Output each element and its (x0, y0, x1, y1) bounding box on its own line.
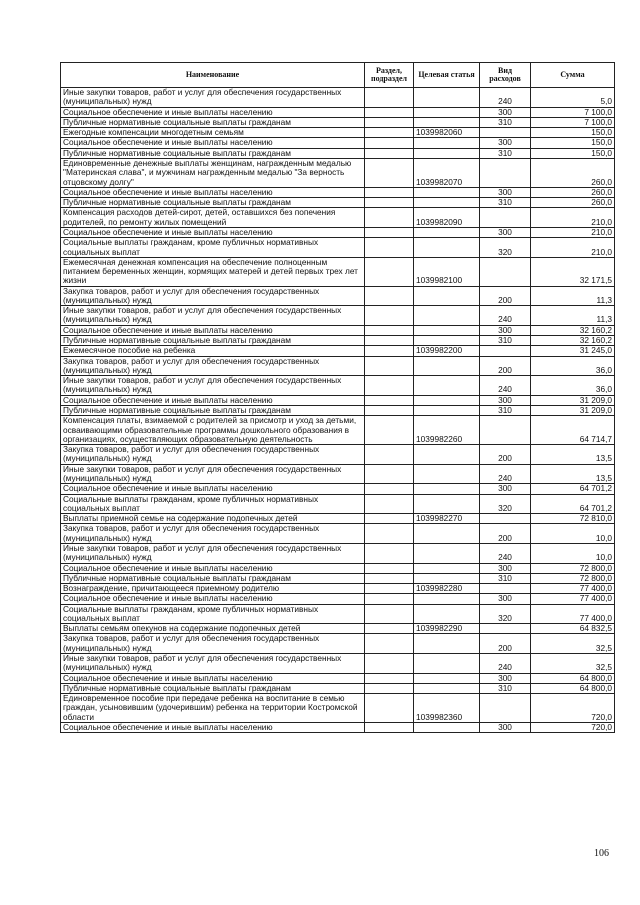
cell-sum: 210,0 (531, 227, 615, 237)
table-row (61, 88, 615, 108)
cell-expense (480, 257, 531, 286)
cell-name: Социальное обеспечение и иные выплаты населению (61, 107, 365, 117)
cell-sum: 36,0 (531, 356, 615, 376)
cell-target (414, 238, 480, 258)
cell-section (365, 584, 414, 594)
cell-name: Публичные нормативные социальные выплаты гражданам (61, 683, 365, 693)
table-row (61, 543, 615, 563)
cell-section (365, 524, 414, 544)
cell-target (414, 187, 480, 197)
cell-expense: 240 (480, 376, 531, 396)
table-row (61, 594, 615, 604)
cell-sum: 64 701,2 (531, 484, 615, 494)
cell-name: Социальное обеспечение и иные выплаты населению (61, 227, 365, 237)
table-row (61, 325, 615, 335)
cell-target: 1039982270 (414, 514, 480, 524)
table-row (61, 484, 615, 494)
cell-target (414, 723, 480, 733)
cell-expense: 300 (480, 395, 531, 405)
cell-name: Иные закупки товаров, работ и услуг для обеспечения государственных (муниципальных) нужд (61, 376, 365, 396)
cell-name: Ежемесячное пособие на ребенка (61, 346, 365, 356)
cell-sum: 150,0 (531, 128, 615, 138)
cell-section (365, 227, 414, 237)
cell-target (414, 673, 480, 683)
cell-target (414, 654, 480, 674)
cell-target (414, 148, 480, 158)
cell-section (365, 406, 414, 416)
table-header-row (61, 63, 615, 88)
table-row (61, 494, 615, 514)
cell-name: Публичные нормативные социальные выплаты гражданам (61, 198, 365, 208)
table-row (61, 148, 615, 158)
cell-name: Иные закупки товаров, работ и услуг для обеспечения государственных (муниципальных) нужд (61, 654, 365, 674)
cell-name: Выплаты семьям опекунов на содержание подопечных детей (61, 624, 365, 634)
cell-sum: 32 160,2 (531, 325, 615, 335)
table-row (61, 694, 615, 723)
cell-expense (480, 694, 531, 723)
cell-sum: 64 800,0 (531, 683, 615, 693)
cell-sum: 77 400,0 (531, 584, 615, 594)
cell-sum: 210,0 (531, 208, 615, 228)
cell-section (365, 464, 414, 484)
cell-target: 1039982200 (414, 346, 480, 356)
cell-target (414, 227, 480, 237)
cell-expense (480, 128, 531, 138)
cell-expense: 310 (480, 336, 531, 346)
table-row (61, 464, 615, 484)
cell-sum: 32 171,5 (531, 257, 615, 286)
cell-target: 1039982290 (414, 624, 480, 634)
cell-sum: 10,0 (531, 543, 615, 563)
page-number: 106 (594, 848, 609, 859)
table-row (61, 416, 615, 445)
cell-section (365, 416, 414, 445)
table-row (61, 356, 615, 376)
cell-section (365, 306, 414, 326)
cell-sum: 77 400,0 (531, 594, 615, 604)
cell-expense: 300 (480, 563, 531, 573)
cell-name: Социальные выплаты гражданам, кроме публичных нормативных социальных выплат (61, 494, 365, 514)
cell-name: Социальное обеспечение и иные выплаты населению (61, 395, 365, 405)
cell-section (365, 128, 414, 138)
table-row (61, 514, 615, 524)
table-row (61, 107, 615, 117)
cell-name: Закупка товаров, работ и услуг для обеспечения государственных (муниципальных) нужд (61, 286, 365, 306)
cell-section (365, 107, 414, 117)
cell-target (414, 88, 480, 108)
table-row (61, 563, 615, 573)
cell-expense: 310 (480, 683, 531, 693)
cell-target (414, 543, 480, 563)
cell-expense: 240 (480, 464, 531, 484)
cell-section (365, 346, 414, 356)
cell-name: Закупка товаров, работ и услуг для обеспечения государственных (муниципальных) нужд (61, 356, 365, 376)
cell-sum: 260,0 (531, 187, 615, 197)
table-row (61, 208, 615, 228)
cell-name: Иные закупки товаров, работ и услуг для обеспечения государственных (муниципальных) нужд (61, 88, 365, 108)
table-row (61, 624, 615, 634)
table-row (61, 604, 615, 624)
cell-expense: 310 (480, 406, 531, 416)
cell-name: Закупка товаров, работ и услуг для обеспечения государственных (муниципальных) нужд (61, 634, 365, 654)
cell-target: 1039982280 (414, 584, 480, 594)
cell-section (365, 286, 414, 306)
cell-sum: 260,0 (531, 158, 615, 187)
cell-section (365, 395, 414, 405)
table-row (61, 406, 615, 416)
table-row (61, 238, 615, 258)
cell-name: Социальное обеспечение и иные выплаты населению (61, 138, 365, 148)
cell-section (365, 336, 414, 346)
table-row (61, 346, 615, 356)
cell-target (414, 494, 480, 514)
table-row (61, 306, 615, 326)
cell-name: Вознаграждение, причитающееся приемному родителю (61, 584, 365, 594)
cell-sum: 32,5 (531, 654, 615, 674)
cell-target: 1039982060 (414, 128, 480, 138)
cell-expense: 300 (480, 723, 531, 733)
cell-section (365, 494, 414, 514)
cell-expense: 200 (480, 445, 531, 465)
cell-expense: 310 (480, 198, 531, 208)
cell-expense (480, 416, 531, 445)
cell-target (414, 117, 480, 127)
table-row (61, 723, 615, 733)
cell-sum: 72 800,0 (531, 573, 615, 583)
cell-sum: 260,0 (531, 198, 615, 208)
cell-sum: 64 832,5 (531, 624, 615, 634)
cell-sum: 77 400,0 (531, 604, 615, 624)
cell-target: 1039982360 (414, 694, 480, 723)
cell-expense (480, 158, 531, 187)
cell-name: Закупка товаров, работ и услуг для обеспечения государственных (муниципальных) нужд (61, 524, 365, 544)
cell-target (414, 336, 480, 346)
table-row (61, 673, 615, 683)
cell-expense: 200 (480, 524, 531, 544)
cell-expense: 300 (480, 107, 531, 117)
cell-sum: 7 100,0 (531, 117, 615, 127)
cell-expense (480, 584, 531, 594)
table-row (61, 336, 615, 346)
cell-sum: 720,0 (531, 694, 615, 723)
cell-target (414, 604, 480, 624)
table-row (61, 158, 615, 187)
table-body (61, 88, 615, 733)
cell-target (414, 634, 480, 654)
cell-target (414, 376, 480, 396)
cell-target (414, 683, 480, 693)
cell-sum: 32 160,2 (531, 336, 615, 346)
cell-section (365, 356, 414, 376)
cell-section (365, 673, 414, 683)
cell-section (365, 624, 414, 634)
cell-section (365, 88, 414, 108)
table-row (61, 286, 615, 306)
cell-name: Иные закупки товаров, работ и услуг для обеспечения государственных (муниципальных) нужд (61, 464, 365, 484)
cell-expense: 200 (480, 286, 531, 306)
cell-expense: 310 (480, 148, 531, 158)
cell-sum: 32,5 (531, 634, 615, 654)
table-row (61, 138, 615, 148)
cell-section (365, 723, 414, 733)
cell-expense: 200 (480, 634, 531, 654)
cell-expense: 320 (480, 604, 531, 624)
cell-name: Иные закупки товаров, работ и услуг для обеспечения государственных (муниципальных) нужд (61, 543, 365, 563)
cell-sum: 64 701,2 (531, 494, 615, 514)
cell-expense: 300 (480, 484, 531, 494)
cell-target: 1039982260 (414, 416, 480, 445)
table-row (61, 376, 615, 396)
table-row (61, 257, 615, 286)
cell-name: Иные закупки товаров, работ и услуг для обеспечения государственных (муниципальных) нужд (61, 306, 365, 326)
table-row (61, 187, 615, 197)
cell-sum: 720,0 (531, 723, 615, 733)
cell-section (365, 198, 414, 208)
cell-target (414, 445, 480, 465)
cell-sum: 31 209,0 (531, 395, 615, 405)
cell-section (365, 325, 414, 335)
cell-name: Социальное обеспечение и иные выплаты населению (61, 484, 365, 494)
cell-target (414, 594, 480, 604)
cell-expense: 240 (480, 654, 531, 674)
cell-sum: 5,0 (531, 88, 615, 108)
cell-sum: 11,3 (531, 306, 615, 326)
cell-sum: 72 800,0 (531, 563, 615, 573)
cell-name: Социальное обеспечение и иные выплаты населению (61, 673, 365, 683)
cell-name: Социальные выплаты гражданам, кроме публичных нормативных социальных выплат (61, 604, 365, 624)
cell-target (414, 573, 480, 583)
cell-target (414, 395, 480, 405)
table-row (61, 117, 615, 127)
cell-name: Социальное обеспечение и иные выплаты населению (61, 325, 365, 335)
cell-expense: 300 (480, 325, 531, 335)
header-expense: Вид расходов (480, 63, 531, 88)
cell-sum: 72 810,0 (531, 514, 615, 524)
cell-section (365, 573, 414, 583)
table-row (61, 227, 615, 237)
cell-name: Выплаты приемной семье на содержание подопечных детей (61, 514, 365, 524)
cell-section (365, 654, 414, 674)
cell-target (414, 107, 480, 117)
table-row (61, 634, 615, 654)
cell-section (365, 445, 414, 465)
cell-name: Единовременное пособие при передаче ребенка на воспитание в семью граждан, усыновившим (удочерившим) ребенка на территории Костромской области (61, 694, 365, 723)
cell-expense: 300 (480, 227, 531, 237)
cell-expense: 310 (480, 117, 531, 127)
cell-target (414, 524, 480, 544)
cell-name: Публичные нормативные социальные выплаты гражданам (61, 117, 365, 127)
cell-section (365, 208, 414, 228)
cell-expense: 320 (480, 238, 531, 258)
cell-name: Социальное обеспечение и иные выплаты населению (61, 723, 365, 733)
cell-name: Компенсация расходов детей-сирот, детей, оставшихся без попечения родителей, по ремонту жилых помещений (61, 208, 365, 228)
cell-target (414, 138, 480, 148)
cell-section (365, 138, 414, 148)
cell-target (414, 563, 480, 573)
cell-section (365, 604, 414, 624)
cell-name: Публичные нормативные социальные выплаты гражданам (61, 148, 365, 158)
cell-name: Публичные нормативные социальные выплаты гражданам (61, 406, 365, 416)
cell-expense: 240 (480, 306, 531, 326)
cell-name: Ежемесячная денежная компенсация на обеспечение полноценным питанием беременных женщин, кормящих матерей и детей первых трех лет жизни (61, 257, 365, 286)
cell-section (365, 543, 414, 563)
cell-section (365, 117, 414, 127)
cell-sum: 13,5 (531, 464, 615, 484)
cell-target: 1039982100 (414, 257, 480, 286)
cell-sum: 36,0 (531, 376, 615, 396)
cell-name: Социальное обеспечение и иные выплаты населению (61, 594, 365, 604)
cell-target (414, 356, 480, 376)
cell-name: Публичные нормативные социальные выплаты гражданам (61, 336, 365, 346)
cell-target (414, 464, 480, 484)
cell-section (365, 694, 414, 723)
cell-target (414, 306, 480, 326)
cell-section (365, 238, 414, 258)
cell-name: Ежегодные компенсации многодетным семьям (61, 128, 365, 138)
cell-section (365, 634, 414, 654)
cell-section (365, 563, 414, 573)
cell-expense: 320 (480, 494, 531, 514)
cell-target: 1039982070 (414, 158, 480, 187)
cell-expense: 240 (480, 543, 531, 563)
cell-section (365, 594, 414, 604)
cell-sum: 150,0 (531, 138, 615, 148)
cell-expense (480, 346, 531, 356)
cell-expense: 300 (480, 594, 531, 604)
cell-section (365, 683, 414, 693)
header-section: Раздел, подраздел (365, 63, 414, 88)
cell-name: Публичные нормативные социальные выплаты гражданам (61, 573, 365, 583)
cell-section (365, 514, 414, 524)
cell-name: Единовременные денежные выплаты женщинам, награжденным медалью "Материнская слава", и мужчинам награжденным медалью "За верность отцовскому долгу" (61, 158, 365, 187)
cell-expense (480, 514, 531, 524)
cell-name: Социальное обеспечение и иные выплаты населению (61, 563, 365, 573)
cell-expense: 300 (480, 673, 531, 683)
cell-sum: 150,0 (531, 148, 615, 158)
cell-sum: 31 245,0 (531, 346, 615, 356)
cell-name: Закупка товаров, работ и услуг для обеспечения государственных (муниципальных) нужд (61, 445, 365, 465)
header-target: Целевая статья (414, 63, 480, 88)
cell-section (365, 257, 414, 286)
cell-expense: 300 (480, 138, 531, 148)
cell-name: Социальное обеспечение и иные выплаты населению (61, 187, 365, 197)
cell-name: Компенсация платы, взимаемой с родителей за присмотр и уход за детьми, осваивающими образовательные программы дошкольного образования в организациях, осуществляющих образовательную деятельность (61, 416, 365, 445)
cell-sum: 10,0 (531, 524, 615, 544)
table-row (61, 683, 615, 693)
table-row (61, 584, 615, 594)
budget-table (60, 62, 615, 733)
cell-expense: 300 (480, 187, 531, 197)
cell-expense: 200 (480, 356, 531, 376)
table-row (61, 445, 615, 465)
cell-sum: 64 714,7 (531, 416, 615, 445)
cell-sum: 7 100,0 (531, 107, 615, 117)
cell-target (414, 484, 480, 494)
cell-section (365, 376, 414, 396)
cell-target (414, 406, 480, 416)
cell-expense: 240 (480, 88, 531, 108)
header-name: Наименование (61, 63, 365, 88)
table-row (61, 573, 615, 583)
cell-section (365, 484, 414, 494)
table-row (61, 395, 615, 405)
cell-section (365, 187, 414, 197)
cell-section (365, 158, 414, 187)
cell-target (414, 198, 480, 208)
cell-expense: 310 (480, 573, 531, 583)
header-sum: Сумма (531, 63, 615, 88)
cell-sum: 64 800,0 (531, 673, 615, 683)
cell-sum: 31 209,0 (531, 406, 615, 416)
cell-name: Социальные выплаты гражданам, кроме публичных нормативных социальных выплат (61, 238, 365, 258)
cell-expense (480, 208, 531, 228)
cell-sum: 11,3 (531, 286, 615, 306)
cell-target: 1039982090 (414, 208, 480, 228)
cell-sum: 210,0 (531, 238, 615, 258)
cell-expense (480, 624, 531, 634)
table-row (61, 524, 615, 544)
table-row (61, 128, 615, 138)
cell-target (414, 325, 480, 335)
table-row (61, 654, 615, 674)
cell-sum: 13,5 (531, 445, 615, 465)
cell-section (365, 148, 414, 158)
cell-target (414, 286, 480, 306)
table-row (61, 198, 615, 208)
